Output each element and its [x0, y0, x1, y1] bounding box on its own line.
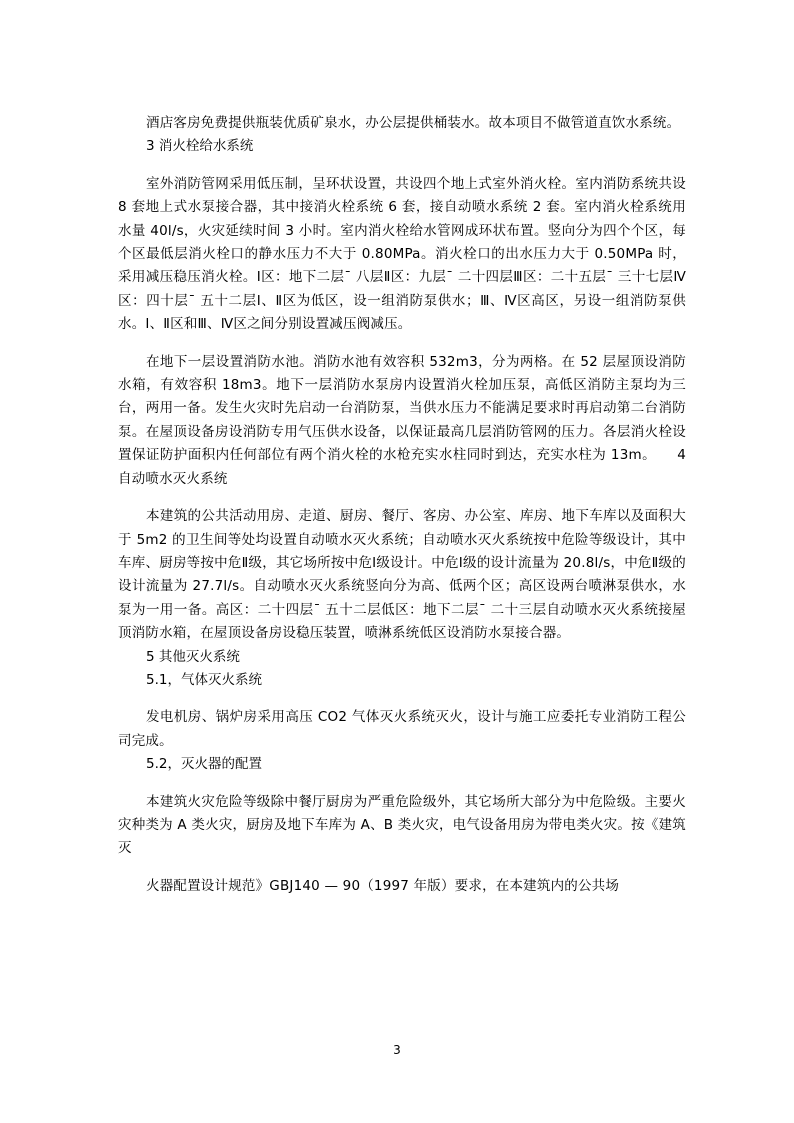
- subsection-heading-gas-extinguishing: 5.1，气体灭火系统: [146, 671, 262, 688]
- paragraph-extinguisher-standard: 火器配置设计规范》GBJ140 — 90（1997 年版）要求，在本建筑内的公共场: [146, 877, 620, 894]
- subsection-heading-extinguisher-config: 5.2，灭火器的配置: [146, 756, 262, 773]
- paragraph-drinking-water: 酒店客房免费提供瓶装优质矿泉水，办公层提供桶装水。故本项目不做管道直饮水系统。: [146, 115, 681, 131]
- section-heading-hydrant-system: 3 消火栓给水系统: [146, 138, 254, 155]
- paragraph-sprinkler-system: 本建筑的公共活动用房、走道、厨房、餐厅、客房、办公室、库房、地下车库以及面积大于 5m2 的卫生间等处均设置自动喷水灭火系统；自动喷水灭火系统按中危险等级设计，其中车库、厨房等按中危Ⅱ级，其它场所按中危Ⅰ级设计。中危Ⅰ级的设计流量为 20.8l/s，中危Ⅱ级的设计流量为 27.7l/s。自动喷水灭火系统竖向分为高、低两个区；高区设两台喷淋泵供水，水泵为一用一备。高区：二十四层¯ 五十二层低区：地下二层¯ 二十三层自动喷水灭火系统接屋顶消防水箱，在屋顶设备房设稳压装置，喷淋系统低区设消防水泵接合器。: [118, 508, 686, 642]
- paragraph-fire-hazard-level: 本建筑火灾危险等级除中餐厅厨房为严重危险级外，其它场所大部分为中危险级。主要火灾种类为 A 类火灾，厨房及地下车库为 A、B 类火灾，电气设备用房为带电类火灾。按《建筑灭: [118, 793, 686, 857]
- section-heading-other-systems: 5 其他灭火系统: [146, 648, 240, 665]
- paragraph-gas-extinguishing: 发电机房、锅炉房采用高压 CO2 气体灭火系统灭火，设计与施工应委托专业消防工程公司完成。: [118, 709, 686, 749]
- paragraph-fire-water-pool: 在地下一层设置消防水池。消防水池有效容积 532m3，分为两格。在 52 层屋顶设消防水箱，有效容积 18m3。地下一层消防水泵房内设置消火栓加压泵，高低区消防主泵均为三台，两用一备。发生火灾时先启动一台消防泵，当供水压力不能满足要求时再启动第二台消防泵。在屋顶设备房设消防专用气压供水设备，以保证最高几层消防管网的压力。各层消火栓设置保证防护面积内任何部位有两个消火栓的水枪充实水柱同时到达，充实水柱为 13m。 4 自动喷水灭火系统: [118, 353, 686, 487]
- paragraph-outdoor-hydrant-network: 室外消防管网采用低压制，呈环状设置，共设四个地上式室外消火栓。室内消防系统共设 8 套地上式水泵接合器，其中接消火栓系统 6 套，接自动喷水系统 2 套。室内消火栓系统用水量 40l/s，火灾延续时间 3 小时。室内消火栓给水管网成环状布置。竖向分为四个个区，每个区最低层消火栓口的静水压力不大于 0.80MPa。消火栓口的出水压力大于 0.50MPa 时，采用减压稳压消火栓。Ⅰ区：地下二层¯ 八层Ⅱ区：九层¯ 二十四层Ⅲ区：二十五层¯ 三十七层Ⅳ区：四十层¯ 五十二层Ⅰ、Ⅱ区为低区，设一组消防泵供水；Ⅲ、Ⅳ区高区，另设一组消防泵供水。Ⅰ、Ⅱ区和Ⅲ、Ⅳ区之间分别设置减压阀减压。: [118, 175, 686, 333]
- document-body: [118, 112, 686, 898]
- page-number: 3: [393, 1043, 401, 1057]
